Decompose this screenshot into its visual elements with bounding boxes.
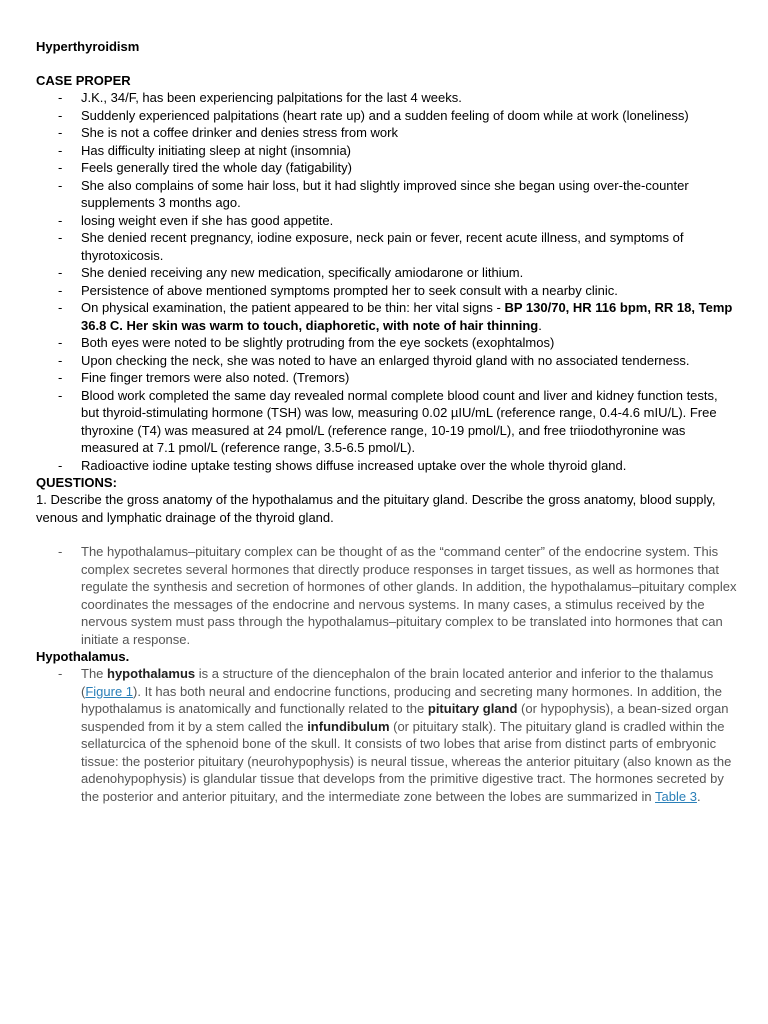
para-text: The (81, 666, 108, 681)
hypothalamus-heading: Hypothalamus. (36, 649, 130, 664)
para-text: ). It has both neural and endocrine functions, producing and secreting many hormones. In addition, the hypothalamus is anatomically and functionally related to the (81, 683, 723, 716)
case-item: - Blood work completed the same day revealed normal complete blood count and liver and kidney function tests, but thyroid-stimulating hormone (TSH) was low, measuring 0.02 µIU/mL (reference range, 0.4-4.6 mIU/L). Free thyroxine (T4) was measured at 24 pmol/L (reference range, 10-19 pmol/L), and free triiodothyronine was measured at 7.1 pmol/L (reference range, 3.5-6.5 pmol/L). (36, 387, 738, 457)
answer-intro: - The hypothalamus–pituitary complex can be thought of as the “command center” of the endocrine system. This complex secretes several hormones that directly produce responses in target tissues, as well as hormones that regulate the synthesis and secretion of hormones of other glands. In addition, the hypothalamus–pituitary complex coordinates the messages of the endocrine and nervous systems. In many cases, a stimulus received by the nervous system must pass through the hypothalamus–pituitary complex to be translated into hormones that can initiate a response. (36, 543, 738, 648)
questions-heading: QUESTIONS: (36, 475, 117, 490)
case-item: - Feels generally tired the whole day (fatigability) (36, 159, 738, 177)
exam-item-suffix: . (538, 317, 542, 333)
para-text: is a structure of the diencephalon of the brain located anterior and inferior to the thalamus ( (81, 666, 714, 699)
case-item: - Radioactive iodine uptake testing shows diffuse increased uptake over the whole thyroid gland. (36, 457, 738, 475)
vital-signs: BP 130/70, HR 116 bpm, RR 18, Temp 36.8 C. Her skin was warm to touch, diaphoretic, with note of hair thinning (81, 300, 733, 333)
case-item: - Persistence of above mentioned symptoms prompted her to seek consult with a nearby clinic. (36, 282, 738, 300)
case-item: - losing weight even if she has good appetite. (36, 212, 738, 230)
case-item: - She denied recent pregnancy, iodine exposure, neck pain or fever, recent acute illness, and symptoms of thyrotoxicosis. (36, 229, 738, 264)
document-title: Hyperthyroidism (36, 39, 140, 54)
hypothalamus-paragraph (36, 665, 738, 805)
figure-1-link[interactable]: Figure 1 (85, 683, 134, 699)
case-list (36, 89, 738, 474)
case-item: - She is not a coffee drinker and denies stress from work (36, 124, 738, 142)
case-item: - She also complains of some hair loss, but it had slightly improved since she began using over-the-counter supplements 3 months ago. (36, 177, 738, 212)
case-item: - Both eyes were noted to be slightly protruding from the eye sockets (exophtalmos) (36, 334, 738, 352)
hypothalamus-list (36, 665, 738, 805)
case-item: - Fine finger tremors were also noted. (Tremors) (36, 369, 738, 387)
case-item: - J.K., 34/F, has been experiencing palpitations for the last 4 weeks. (36, 89, 738, 107)
term-pituitary-gland: pituitary gland (427, 701, 518, 716)
case-item: - She denied receiving any new medication, specifically amiodarone or lithium. (36, 264, 738, 282)
term-infundibulum: infundibulum (307, 718, 390, 734)
exam-item-prefix: On physical examination, the patient appeared to be thin: her vital signs - (81, 300, 505, 315)
case-proper-heading: CASE PROPER (36, 73, 131, 88)
case-item: - Has difficulty initiating sleep at night (insomnia) (36, 142, 738, 160)
question-1: 1. Describe the gross anatomy of the hypothalamus and the pituitary gland. Describe the gross anatomy, blood supply, venous and lymphatic drainage of the thyroid gland. (36, 492, 716, 525)
para-text: (or pituitary stalk). The pituitary gland is cradled within the sellaturcica of the sphenoid bone of the skull. It consists of two lobes that arise from distinct parts of embryonic tissue: the posterior pituitary (neurohypophysis) is neural tissue, whereas the anterior pituitary (also known as the adenohypophysis) is glandular tissue that develops from the primitive digestive tract. The hormones secreted by the posterior and anterior pituitary, and the intermediate zone between the lobes are summarized in (81, 718, 732, 804)
case-item: - Suddenly experienced palpitations (heart rate up) and a sudden feeling of doom while at work (loneliness) (36, 107, 738, 125)
answer-list (36, 543, 738, 648)
para-text: . (696, 788, 701, 804)
para-text: (or hypophysis), a bean-sized organ suspended from it by a stem called the (81, 701, 729, 734)
exam-item (36, 299, 738, 334)
case-item: - Upon checking the neck, she was noted to have an enlarged thyroid gland with no associated tenderness. (36, 352, 738, 370)
table-3-link[interactable]: Table 3 (655, 788, 697, 804)
term-hypothalamus: hypothalamus (107, 666, 196, 681)
